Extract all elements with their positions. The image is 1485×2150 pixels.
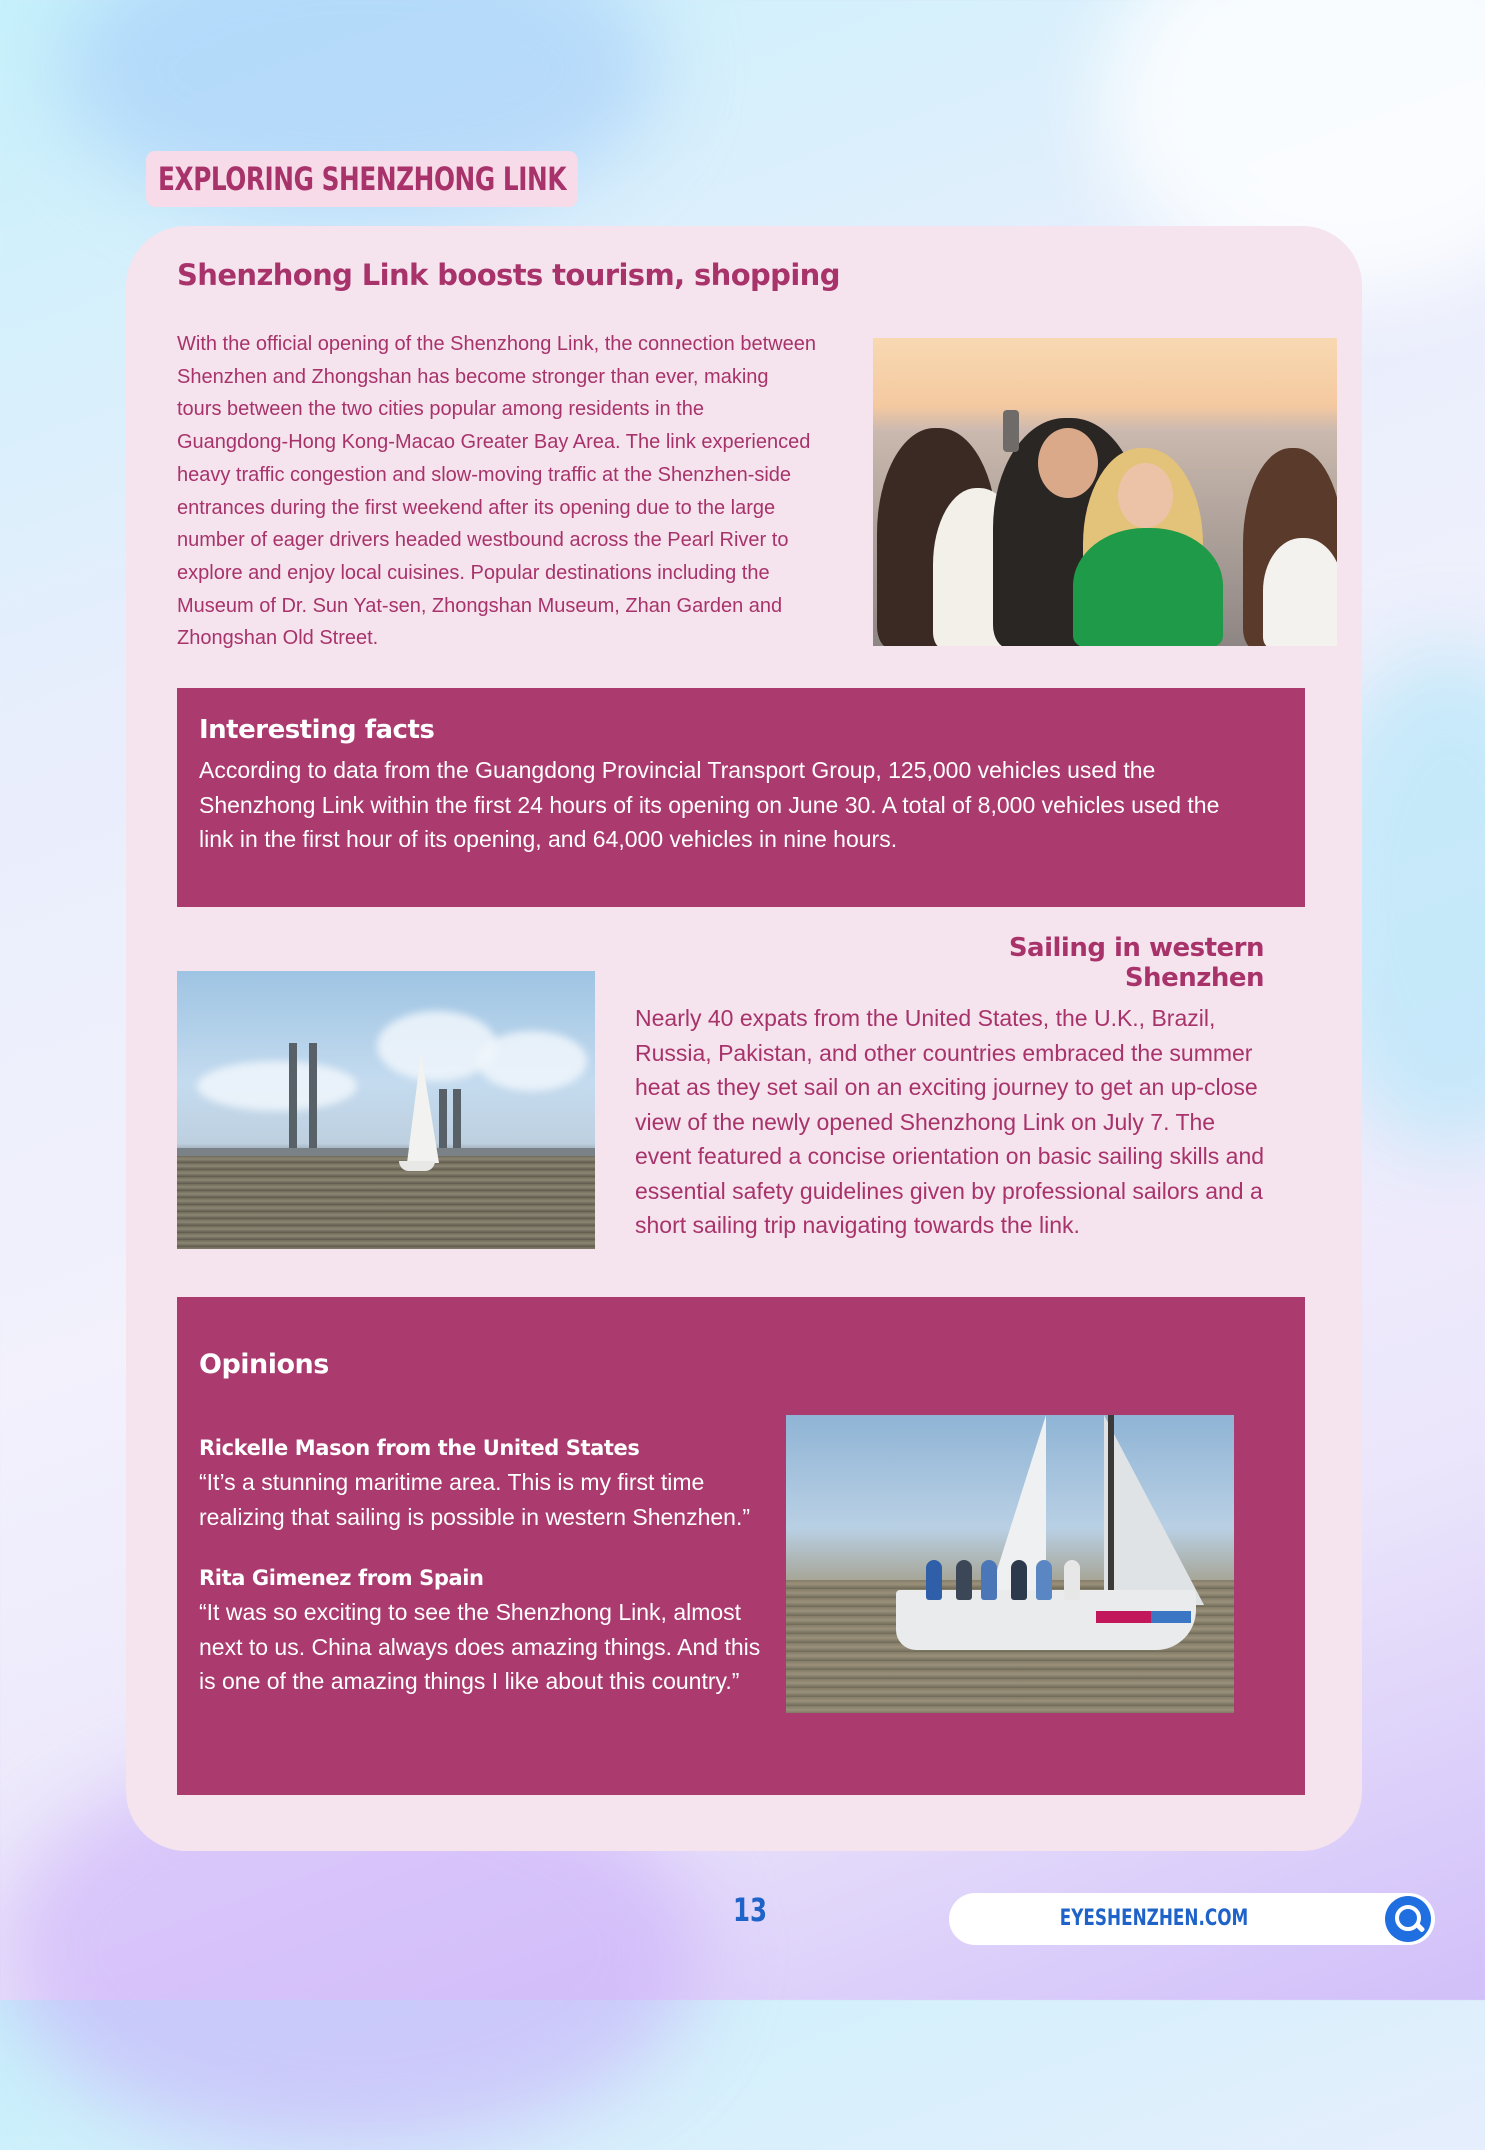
website-url[interactable]: EYESHENZHEN.COM (1059, 1906, 1249, 1931)
page-number: 13 (732, 1891, 768, 1929)
article-headline: Shenzhong Link boosts tourism, shopping (177, 258, 840, 292)
quote-text: “It’s a stunning maritime area. This is my first time realizing that sailing is possible in western Shenzhen.” (199, 1469, 751, 1530)
selfie-photo (873, 338, 1337, 646)
quote-item (199, 1561, 769, 1699)
facts-title: Interesting facts (199, 715, 435, 745)
bridge-sailboat-photo (177, 971, 595, 1249)
intro-paragraph: With the official opening of the Shenzhong Link, the connection between Shenzhen and Zhongshan has become stronger than ever, making tours between the two cities popular among residents in the Guangdong-Hong Kong-Macao Greater Bay Area. The link experienced heavy traffic congestion and slow-moving traffic at the Shenzhen-side entrances during the first weekend after its opening due to the large number of eager drivers headed westbound across the Pearl River to explore and enjoy local cuisines. Popular destinations including the Museum of Dr. Sun Yat-sen, Zhongshan Museum, Zhan Garden and Zhongshan Old Street. (177, 333, 816, 650)
search-icon[interactable] (1385, 1896, 1431, 1942)
section-tag: EXPLORING SHENZHONG LINK (146, 151, 578, 207)
quote-text: “It was so exciting to see the Shenzhong Link, almost next to us. China always does amazing things. And this is one of the amazing things I like about this country.” (199, 1599, 761, 1694)
quote-speaker: Rita Gimenez from Spain (199, 1566, 484, 1590)
sailing-title: Sailing in western Shenzhen (1008, 933, 1264, 993)
website-link-pill[interactable] (949, 1893, 1435, 1945)
quote-item (199, 1431, 769, 1534)
quote-speaker: Rickelle Mason from the United States (199, 1436, 640, 1460)
sailboat-crew-photo (786, 1415, 1234, 1713)
sailing-paragraph: Nearly 40 expats from the United States, the U.K., Brazil, Russia, Pakistan, and other countries embraced the summer heat as they set sail on an exciting journey to get an up-close view of the newly opened Shenzhong Link on July 7. The event featured a concise orientation on basic sailing skills and essential safety guidelines given by professional sailors and a short sailing trip navigating towards the link. (635, 1005, 1265, 1238)
interesting-facts-box (177, 688, 1305, 907)
facts-body: According to data from the Guangdong Provincial Transport Group, 125,000 vehicles used the Shenzhong Link within the first 24 hours of its opening on June 30. A total of 8,000 vehicles used the link in the first hour of its opening, and 64,000 vehicles in nine hours. (199, 757, 1220, 852)
opinions-title: Opinions (199, 1349, 329, 1380)
